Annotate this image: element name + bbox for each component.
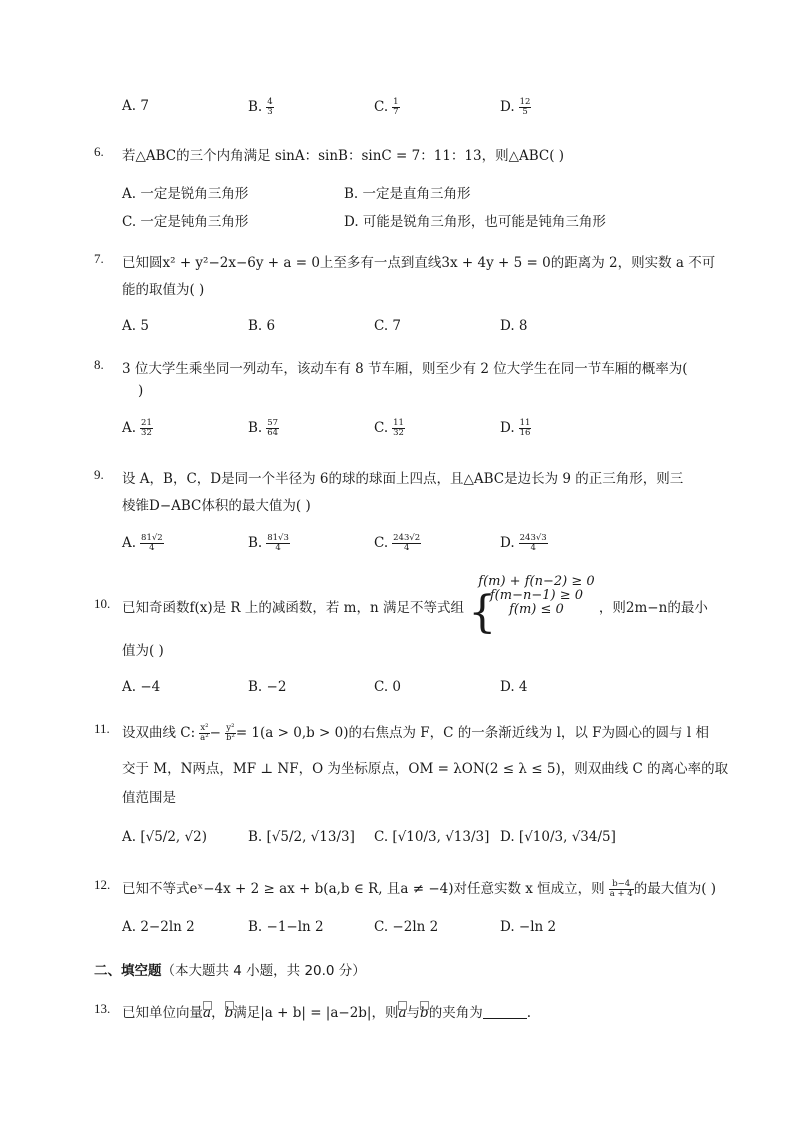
inequality-1: f(m) + f(n−2) ≥ 0 bbox=[478, 573, 595, 589]
q9-option-b: B. $\frac{81√3}{4}$ bbox=[248, 533, 289, 553]
stem-and: 与 bbox=[406, 1005, 421, 1021]
question-stem-line1: 3 位大学生乘坐同一列动车，该动车有 8 节车厢，则至少有 2 位大学生在同一节车厢的概率为( bbox=[122, 361, 688, 377]
question-stem-line1 bbox=[122, 573, 708, 638]
answer-blank[interactable] bbox=[483, 1018, 527, 1019]
section-title-wrap bbox=[94, 959, 366, 979]
q12-option-b: B. −1−ln 2 bbox=[248, 919, 324, 935]
q8-option-a: A. $\frac{21}{32}$ bbox=[122, 418, 152, 438]
inequality-2: f(m−n−1) ≥ 0 bbox=[489, 587, 584, 603]
question-stem-line2: 交于 M，N两点，MF ⊥ NF，O 为坐标原点，OM = λON(2 ≤ λ ≤ 5)，则双曲线 C 的离心率的取 bbox=[122, 761, 729, 777]
question-stem: 已知不等式eˣ−4x + 2 ≥ ax + b(a,b ∈ R, 且a ≠ −4)对任意实数 x 恒成立，则 $\frac{b-4}{a + 4}$ 的最大值为( ) bbox=[122, 879, 717, 899]
q12-option-a: A. 2−2ln 2 bbox=[122, 919, 195, 935]
question-stem-line1: 设双曲线 C: $\frac{\text{x²}}{\text{a²}}$ − $\frac{\text{y²}}{\text{b²}}$ = 1(a > 0,b > 0)的右焦点为 F，C 的一条渐近线为 l，以 F为圆心的圆与 l 相 bbox=[122, 723, 709, 743]
q5-option-c: C. $\frac{1}{7}$ bbox=[374, 97, 399, 117]
q5-option-b: B. $\frac{4}{3}$ bbox=[248, 97, 273, 117]
stem-text: 已知不等式eˣ−4x + 2 ≥ ax + b(a,b ∈ R, 且a ≠ −4)对任意实数 x 恒成立，则 bbox=[122, 881, 605, 897]
q10-option-a: A. −4 bbox=[122, 679, 161, 695]
stem-text: 已知单位向量 bbox=[122, 1005, 203, 1021]
vector-a: a bbox=[203, 1005, 212, 1021]
q12-option-d: D. −ln 2 bbox=[500, 919, 557, 935]
q8-option-c: C. $\frac{11}{32}$ bbox=[374, 418, 404, 438]
question-number: 13. bbox=[94, 1001, 111, 1016]
q9-option-c: C. $\frac{243√2}{4}$ bbox=[374, 533, 421, 553]
q6-option-d: D. 可能是锐角三角形，也可能是钝角三角形 bbox=[344, 214, 606, 230]
q6-option-b: B. 一定是直角三角形 bbox=[344, 186, 471, 202]
question-stem: 若△ABC的三个内角满足 sinA：sinB：sinC = 7：11：13，则△ABC( ) bbox=[122, 148, 565, 164]
question-number: 8. bbox=[94, 357, 104, 372]
vector-b-ref: b bbox=[420, 1005, 429, 1021]
question-stem bbox=[122, 1001, 531, 1021]
question-number: 11. bbox=[94, 721, 110, 736]
question-stem-line2: 棱锥D−ABC体积的最大值为( ) bbox=[122, 498, 311, 514]
section-description: （本大题共 4 小题，共 20.0 分） bbox=[161, 963, 366, 979]
separator: ， bbox=[211, 1005, 225, 1021]
question-stem-line1: 设 A，B，C，D是同一个半径为 6的球的球面上四点，且△ABC是边长为 9 的正三角形，则三 bbox=[122, 471, 684, 487]
q11-option-a: A. [√5/2, √2) bbox=[122, 829, 207, 845]
q11-option-b: B. [√5/2, √13/3] bbox=[248, 829, 355, 845]
question-stem-line2: 能的取值为( ) bbox=[122, 282, 205, 298]
stem-text-post: = 1(a > 0,b > 0)的右焦点为 F，C 的一条渐近线为 l，以 F为圆心的圆与 l 相 bbox=[235, 725, 709, 741]
q8-option-b: B. $\frac{57}{64}$ bbox=[248, 418, 279, 438]
q5-option-a: A. 7 bbox=[122, 98, 149, 114]
stem-text-post: ，则2m−n的最小 bbox=[598, 600, 708, 616]
q10-option-c: C. 0 bbox=[374, 679, 402, 695]
question-number: 7. bbox=[94, 251, 104, 266]
question-stem-line3: 值范围是 bbox=[122, 790, 176, 806]
q6-option-a: A. 一定是锐角三角形 bbox=[122, 186, 249, 202]
section-title: 二、填空题 bbox=[94, 963, 162, 979]
q7-option-c: C. 7 bbox=[374, 318, 402, 334]
q9-option-a: A. $\frac{81√2}{4}$ bbox=[122, 533, 163, 553]
left-brace: { bbox=[468, 586, 497, 638]
question-number: 10. bbox=[94, 596, 111, 611]
vector-b: b bbox=[224, 1005, 234, 1021]
q7-option-d: D. 8 bbox=[500, 318, 528, 334]
q7-option-a: A. 5 bbox=[122, 318, 149, 334]
q11-option-d: D. [√10/3, √34/5] bbox=[500, 829, 616, 845]
inequality-3: f(m) ≤ 0 bbox=[509, 601, 564, 617]
q10-option-d: D. 4 bbox=[500, 679, 528, 695]
question-number: 12. bbox=[94, 877, 111, 892]
minus-sign: − bbox=[209, 725, 221, 741]
question-stem-line2: 值为( ) bbox=[122, 643, 164, 659]
question-stem-line2: ) bbox=[138, 383, 144, 399]
q11-option-c: C. [√10/3, √13/3] bbox=[374, 829, 490, 845]
question-number: 6. bbox=[94, 144, 104, 159]
q9-option-d: D. $\frac{243√3}{4}$ bbox=[500, 533, 547, 553]
q6-option-c: C. 一定是钝角三角形 bbox=[122, 214, 249, 230]
vector-a-ref: a bbox=[398, 1005, 407, 1021]
question-stem-line1: 已知圆x² + y²−2x−6y + a = 0上至多有一点到直线3x + 4y + 5 = 0的距离为 2，则实数 a 不可 bbox=[122, 255, 716, 271]
q10-option-b: B. −2 bbox=[248, 679, 287, 695]
stem-text-post: 的最大值为( ) bbox=[633, 881, 717, 897]
stem-text-mid: 满足|a + b| = |a−2b|，则 bbox=[233, 1005, 399, 1021]
inequality-system bbox=[468, 573, 595, 638]
q12-option-c: C. −2ln 2 bbox=[374, 919, 439, 935]
stem-text: 已知奇函数f(x)是 R 上的减函数，若 m，n 满足不等式组 bbox=[122, 600, 464, 616]
stem-text: 设双曲线 C: bbox=[122, 725, 196, 741]
question-number: 9. bbox=[94, 467, 104, 482]
q7-option-b: B. 6 bbox=[248, 318, 276, 334]
q5-option-d: D. $\frac{12}{5}$ bbox=[500, 97, 531, 117]
stem-text-post: 的夹角为 bbox=[428, 1005, 483, 1021]
period: . bbox=[526, 1005, 531, 1021]
q8-option-d: D. $\frac{11}{16}$ bbox=[500, 418, 531, 438]
